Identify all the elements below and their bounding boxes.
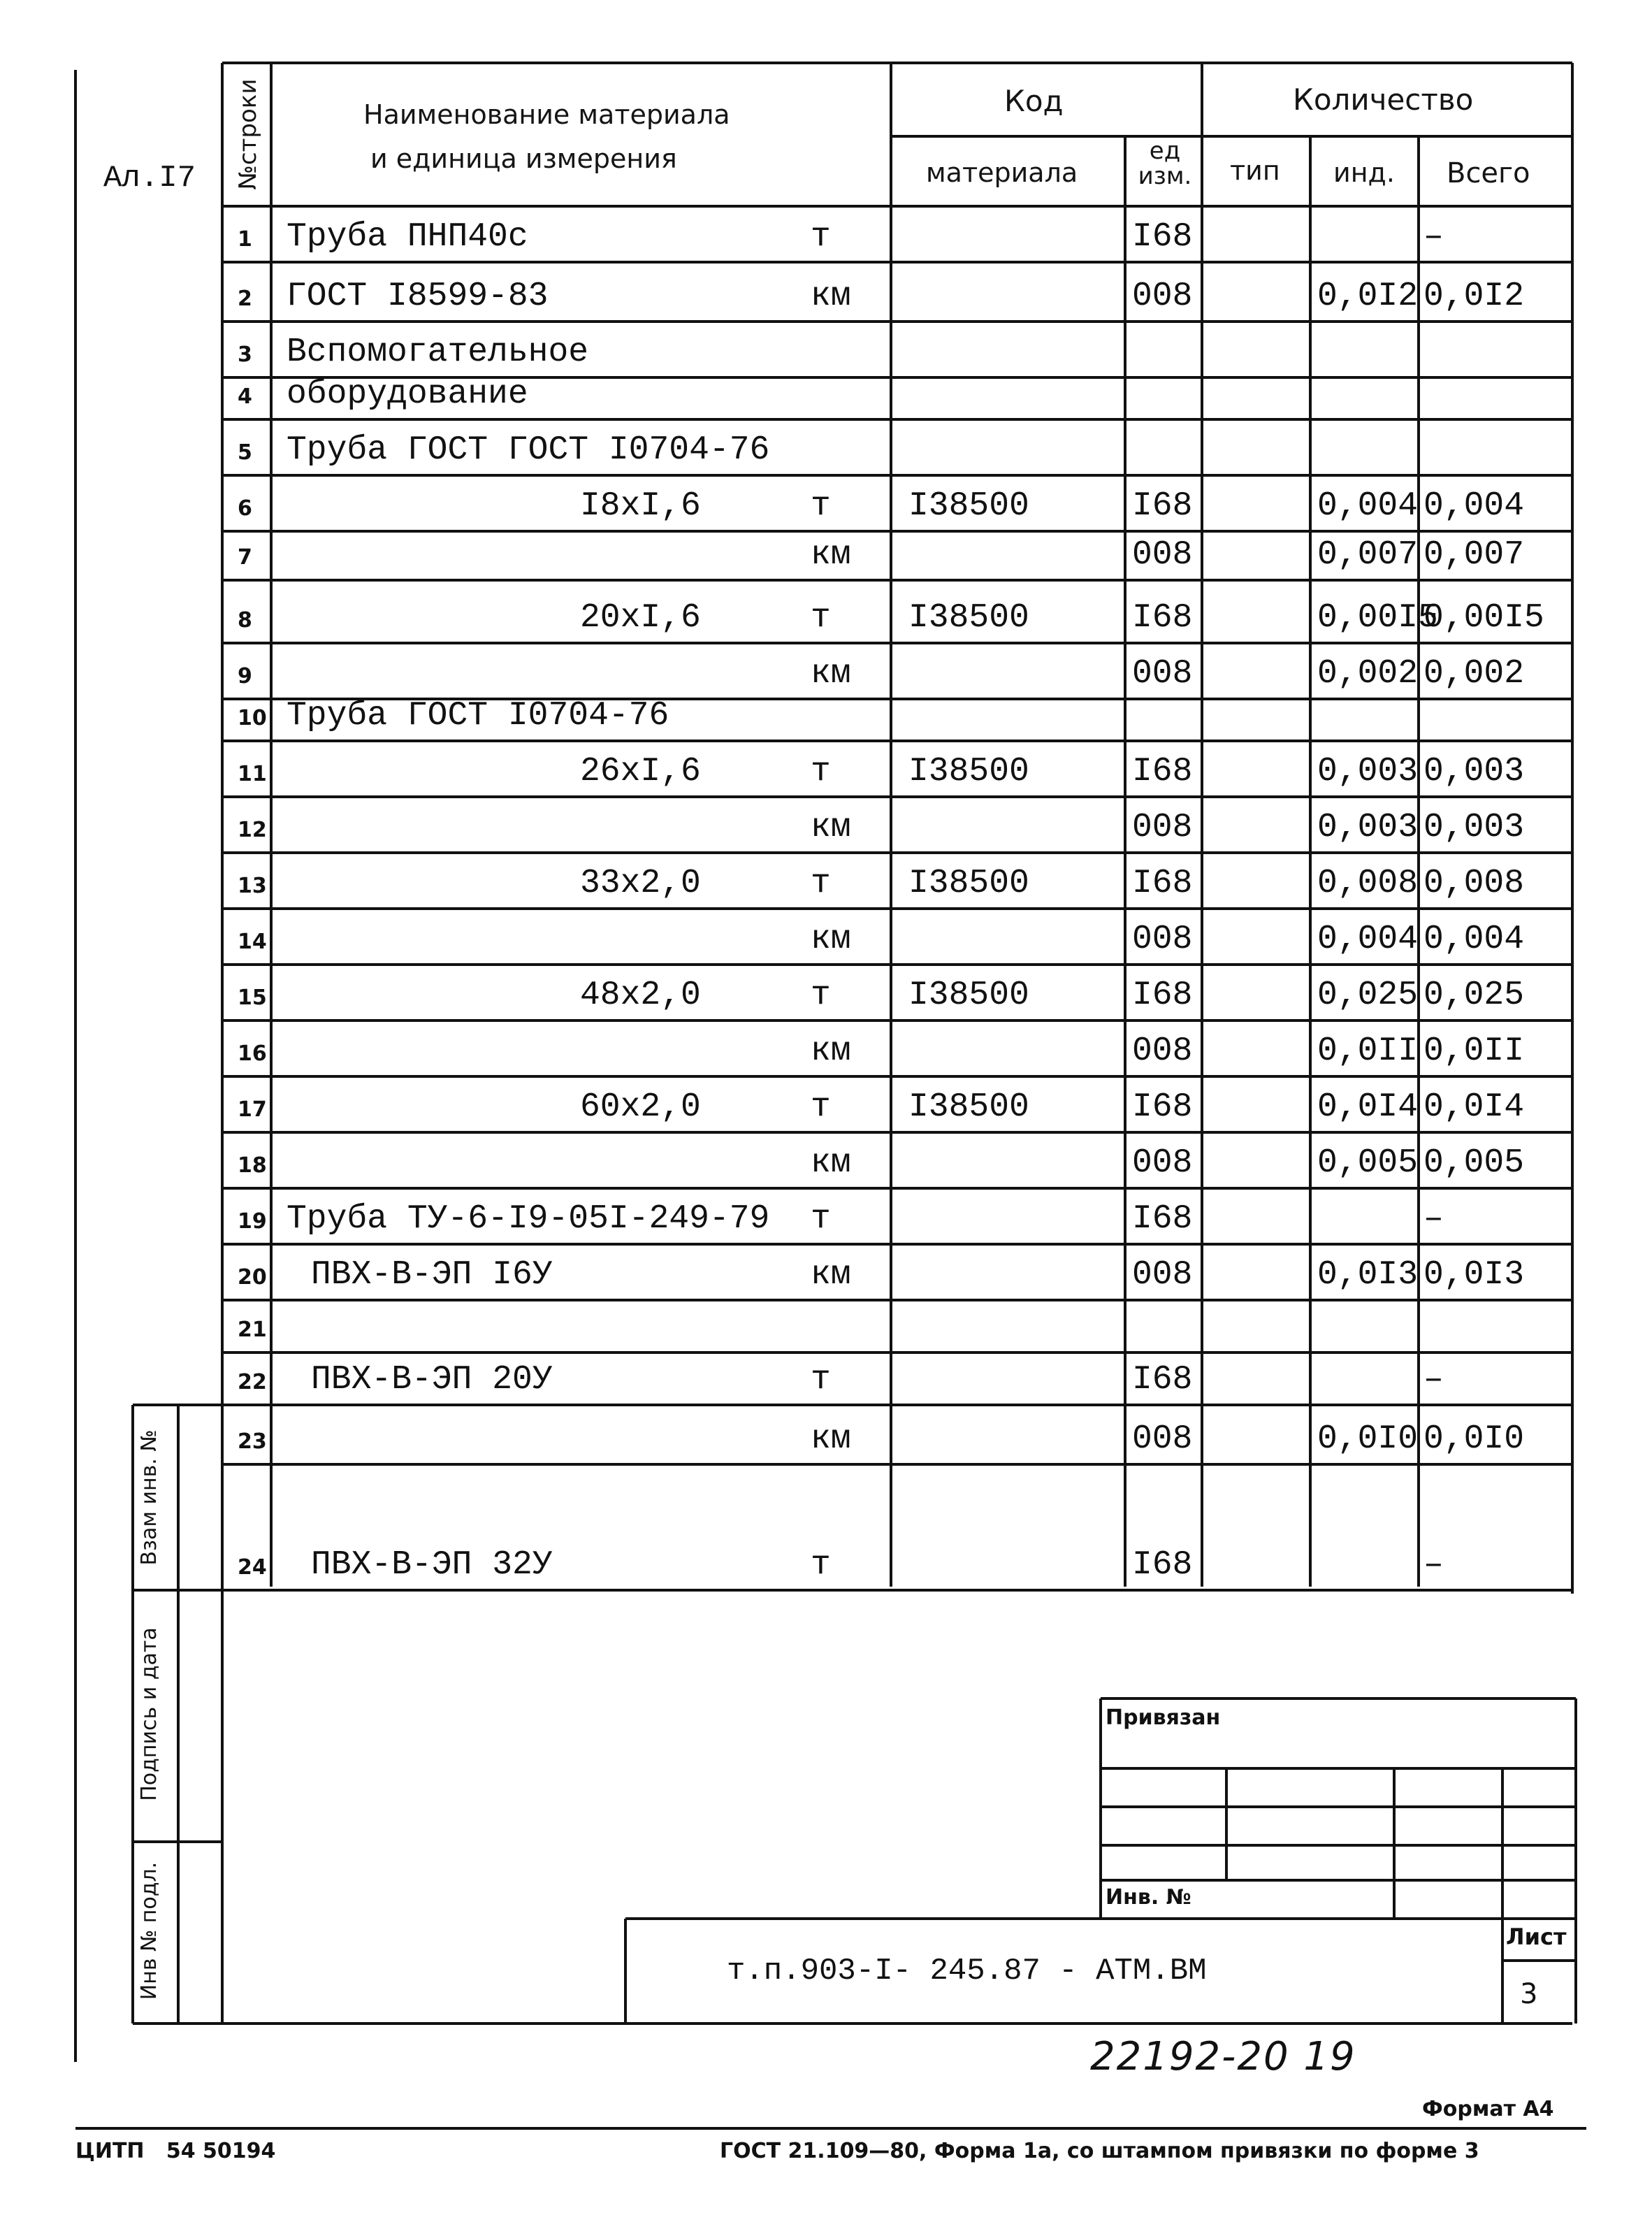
sheet-label: Ал.I7 bbox=[103, 161, 196, 196]
material-name: ГОСТ I8599-83 bbox=[287, 277, 549, 315]
format-label: Формат А4 bbox=[1422, 2097, 1554, 2121]
qty-individual: 0,0II bbox=[1317, 1032, 1419, 1070]
qty-individual: 0,004 bbox=[1317, 921, 1419, 958]
qty-total: 0,004 bbox=[1423, 487, 1525, 525]
qty-individual: 0,0I3 bbox=[1317, 1256, 1419, 1294]
row-number: 11 bbox=[238, 762, 267, 786]
unit-code: I68 bbox=[1132, 1546, 1193, 1584]
side-stamp-podpis: Подпись и дата bbox=[137, 1627, 161, 1801]
header-quantity: Количество bbox=[1293, 82, 1474, 117]
qty-individual: 0,008 bbox=[1317, 865, 1419, 902]
stamp-privyazan: Привязан bbox=[1106, 1705, 1221, 1730]
side-stamp-vzam: Взам инв. № bbox=[137, 1429, 161, 1566]
material-name: Труба ГОСТ ГОСТ I0704-76 bbox=[287, 431, 770, 469]
material-code: I38500 bbox=[908, 865, 1029, 902]
row-number: 17 bbox=[238, 1097, 267, 1122]
unit: т bbox=[811, 599, 831, 637]
unit: км bbox=[811, 1420, 851, 1458]
stamp-inv-no: Инв. № bbox=[1106, 1885, 1191, 1910]
header-qty-type: тип bbox=[1230, 155, 1280, 186]
unit-code: I68 bbox=[1132, 753, 1193, 791]
qty-individual: 0,00I5 bbox=[1317, 599, 1438, 637]
unit-code: 008 bbox=[1132, 1256, 1193, 1294]
stamp-list-label: Лист bbox=[1506, 1924, 1567, 1950]
material-name: оборудование bbox=[287, 375, 528, 413]
material-name: 26xI,6 bbox=[580, 753, 701, 791]
qty-total: 0,0II bbox=[1423, 1032, 1525, 1070]
unit-code: I68 bbox=[1132, 976, 1193, 1014]
row-number: 13 bbox=[238, 874, 267, 898]
qty-individual: 0,0I0 bbox=[1317, 1420, 1419, 1458]
unit-code: 008 bbox=[1132, 655, 1193, 693]
unit-code: 008 bbox=[1132, 536, 1193, 574]
qty-individual: 0,0I2 bbox=[1317, 277, 1419, 315]
unit-code: 008 bbox=[1132, 809, 1193, 846]
qty-total: 0,0I0 bbox=[1423, 1420, 1525, 1458]
row-number: 14 bbox=[238, 930, 267, 954]
unit: т bbox=[811, 976, 831, 1014]
row-number: 23 bbox=[238, 1429, 267, 1454]
stamp-list-value: 3 bbox=[1520, 1978, 1538, 2010]
row-number: 3 bbox=[238, 342, 252, 367]
header-name-line2: и единица измерения bbox=[370, 143, 677, 174]
material-name: 60x2,0 bbox=[580, 1088, 701, 1126]
row-number: 8 bbox=[238, 608, 252, 633]
header-code-material: материала bbox=[926, 157, 1078, 188]
unit: км bbox=[811, 536, 851, 574]
material-name: 33x2,0 bbox=[580, 865, 701, 902]
material-name: 48x2,0 bbox=[580, 976, 701, 1014]
material-code: I38500 bbox=[908, 1088, 1029, 1126]
unit-code: I68 bbox=[1132, 1200, 1193, 1238]
unit: км bbox=[811, 277, 851, 315]
handwritten-number: 22192-20 19 bbox=[1090, 2034, 1356, 2079]
unit-code: I68 bbox=[1132, 218, 1193, 256]
qty-total: 0,0I3 bbox=[1423, 1256, 1525, 1294]
unit: км bbox=[811, 1144, 851, 1182]
stamp-designation: т.п.903-I- 245.87 - АТМ.ВМ bbox=[727, 1954, 1207, 1989]
row-number: 22 bbox=[238, 1370, 267, 1394]
qty-individual: 0,003 bbox=[1317, 809, 1419, 846]
header-row-number bbox=[234, 64, 262, 204]
unit: т bbox=[811, 1546, 831, 1584]
material-code: I38500 bbox=[908, 753, 1029, 791]
material-name: 20xI,6 bbox=[580, 599, 701, 637]
qty-total: 0,002 bbox=[1423, 655, 1525, 693]
material-name: Труба ГОСТ I0704-76 bbox=[287, 697, 669, 735]
row-number: 16 bbox=[238, 1041, 267, 1066]
qty-individual: 0,025 bbox=[1317, 976, 1419, 1014]
material-code: I38500 bbox=[908, 599, 1029, 637]
material-name: Труба ПНП40с bbox=[287, 218, 528, 256]
material-name: ПВХ-В-ЭП 20У bbox=[311, 1361, 553, 1399]
header-qty-total: Всего bbox=[1447, 157, 1530, 189]
header-name-line1: Наименование материала bbox=[363, 99, 730, 130]
row-number: 4 bbox=[238, 384, 252, 409]
qty-total: 0,00I5 bbox=[1423, 599, 1544, 637]
unit-code: 008 bbox=[1132, 921, 1193, 958]
unit-code: I68 bbox=[1132, 865, 1193, 902]
qty-individual: 0,005 bbox=[1317, 1144, 1419, 1182]
unit: т bbox=[811, 218, 831, 256]
row-number: 15 bbox=[238, 986, 267, 1010]
footer-left: ЦИТП 54 50194 bbox=[75, 2139, 276, 2163]
row-number: 12 bbox=[238, 818, 267, 842]
qty-total: 0,004 bbox=[1423, 921, 1525, 958]
unit: км bbox=[811, 809, 851, 846]
row-number: 19 bbox=[238, 1209, 267, 1234]
qty-individual: 0,002 bbox=[1317, 655, 1419, 693]
qty-total: – bbox=[1423, 1546, 1444, 1584]
row-number: 6 bbox=[238, 496, 252, 521]
row-number: 1 bbox=[238, 227, 252, 252]
qty-total: – bbox=[1423, 218, 1444, 256]
qty-total: – bbox=[1423, 1361, 1444, 1399]
header-code-unit: ед изм. bbox=[1138, 137, 1192, 190]
material-name: ПВХ-В-ЭП 32У bbox=[311, 1546, 553, 1584]
qty-total: 0,025 bbox=[1423, 976, 1525, 1014]
row-number: 9 bbox=[238, 664, 252, 688]
qty-individual: 0,0I4 bbox=[1317, 1088, 1419, 1126]
qty-total: 0,003 bbox=[1423, 753, 1525, 791]
unit-code: 008 bbox=[1132, 1032, 1193, 1070]
row-number: 18 bbox=[238, 1153, 267, 1178]
unit-code: 008 bbox=[1132, 277, 1193, 315]
material-name: Труба ТУ-6-I9-05I-249-79 bbox=[287, 1200, 770, 1238]
qty-individual: 0,004 bbox=[1317, 487, 1419, 525]
qty-total: 0,008 bbox=[1423, 865, 1525, 902]
unit: т bbox=[811, 865, 831, 902]
header-row-number-label: №строки bbox=[234, 78, 262, 190]
footer-right: ГОСТ 21.109—80, Форма 1а, со штампом привязки по форме 3 bbox=[720, 2139, 1479, 2163]
unit-code: 008 bbox=[1132, 1144, 1193, 1182]
unit-code: I68 bbox=[1132, 1088, 1193, 1126]
row-number: 5 bbox=[238, 440, 252, 465]
unit: км bbox=[811, 1256, 851, 1294]
qty-individual: 0,007 bbox=[1317, 536, 1419, 574]
qty-total: 0,007 bbox=[1423, 536, 1525, 574]
unit: км bbox=[811, 1032, 851, 1070]
unit: км bbox=[811, 921, 851, 958]
header-code: Код bbox=[1004, 84, 1064, 118]
unit-code: I68 bbox=[1132, 599, 1193, 637]
row-number: 7 bbox=[238, 545, 252, 570]
qty-total: 0,0I2 bbox=[1423, 277, 1525, 315]
unit: т bbox=[811, 1200, 831, 1238]
unit-code: 008 bbox=[1132, 1420, 1193, 1458]
qty-total: 0,0I4 bbox=[1423, 1088, 1525, 1126]
unit-code: I68 bbox=[1132, 1361, 1193, 1399]
material-name: ПВХ-В-ЭП I6У bbox=[311, 1256, 553, 1294]
material-name: I8xI,6 bbox=[580, 487, 701, 525]
unit: т bbox=[811, 753, 831, 791]
material-name: Вспомогательное bbox=[287, 333, 589, 371]
material-code: I38500 bbox=[908, 487, 1029, 525]
material-code: I38500 bbox=[908, 976, 1029, 1014]
qty-total: 0,003 bbox=[1423, 809, 1525, 846]
row-number: 10 bbox=[238, 706, 267, 730]
unit-code: I68 bbox=[1132, 487, 1193, 525]
unit: т bbox=[811, 487, 831, 525]
unit: т bbox=[811, 1361, 831, 1399]
row-number: 20 bbox=[238, 1265, 267, 1290]
qty-individual: 0,003 bbox=[1317, 753, 1419, 791]
side-stamp-inv-podl: Инв № подл. bbox=[137, 1861, 161, 2000]
header-qty-ind: инд. bbox=[1333, 157, 1395, 188]
qty-total: 0,005 bbox=[1423, 1144, 1525, 1182]
row-number: 21 bbox=[238, 1318, 267, 1342]
qty-total: – bbox=[1423, 1200, 1444, 1238]
row-number: 2 bbox=[238, 287, 252, 311]
unit: км bbox=[811, 655, 851, 693]
unit: т bbox=[811, 1088, 831, 1126]
row-number: 24 bbox=[238, 1555, 267, 1580]
